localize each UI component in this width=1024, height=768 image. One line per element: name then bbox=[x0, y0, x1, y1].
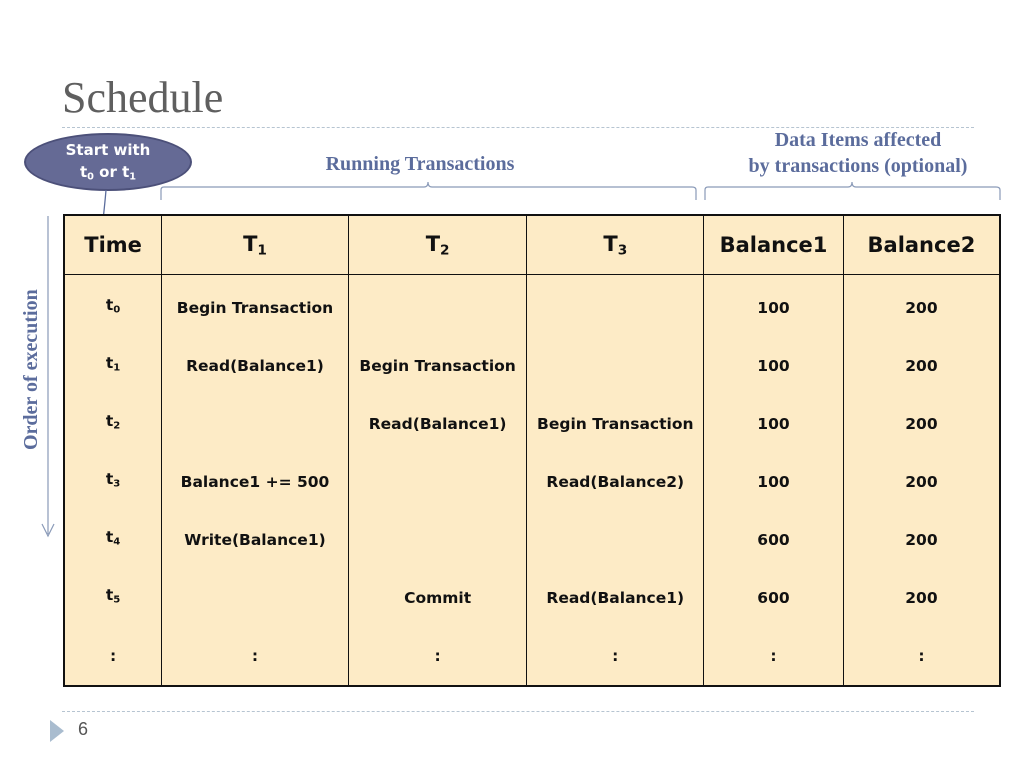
order-of-execution-label: Order of execution bbox=[20, 289, 42, 450]
callout-or: or t bbox=[93, 163, 130, 181]
time-cell bbox=[64, 569, 162, 627]
table-row bbox=[64, 275, 1000, 338]
footer-triangle-icon bbox=[50, 720, 64, 742]
table-row bbox=[64, 453, 1000, 511]
time-subscript: 0 bbox=[113, 304, 121, 316]
cell-b2: 200 bbox=[843, 453, 1000, 511]
time-text: t bbox=[105, 470, 114, 489]
table-row bbox=[64, 627, 1000, 686]
cell-t1: Balance1 += 500 bbox=[162, 453, 349, 511]
header-text: Balance1 bbox=[719, 233, 828, 257]
time-cell bbox=[64, 275, 162, 338]
cell-t1: : bbox=[162, 627, 349, 686]
time-text: t bbox=[105, 296, 114, 315]
table-row bbox=[64, 395, 1000, 453]
cell-b1: 100 bbox=[704, 275, 844, 338]
cell-t2 bbox=[348, 511, 527, 569]
time-text: t bbox=[105, 354, 114, 373]
time-cell bbox=[64, 627, 162, 686]
data-items-line2: by transactions (optional) bbox=[748, 155, 968, 177]
header-text: Time bbox=[84, 233, 142, 257]
time-text: t bbox=[105, 586, 114, 605]
cell-t3 bbox=[527, 275, 704, 338]
cell-b1: 600 bbox=[704, 511, 844, 569]
time-text: t bbox=[105, 412, 114, 431]
cell-t3 bbox=[527, 511, 704, 569]
data-items-line1: Data Items affected bbox=[774, 129, 942, 151]
header-cell bbox=[704, 215, 844, 275]
cell-t1: Read(Balance1) bbox=[162, 337, 349, 395]
cell-t3: Begin Transaction bbox=[527, 395, 704, 453]
cell-b1: 100 bbox=[704, 395, 844, 453]
header-text: T bbox=[243, 231, 258, 256]
cell-t3 bbox=[527, 337, 704, 395]
cell-t1: Write(Balance1) bbox=[162, 511, 349, 569]
cell-b2: : bbox=[843, 627, 1000, 686]
header-cell bbox=[348, 215, 527, 275]
time-cell bbox=[64, 395, 162, 453]
table-row bbox=[64, 569, 1000, 627]
table-body bbox=[64, 275, 1000, 687]
time-text: t bbox=[105, 528, 114, 547]
header-row bbox=[64, 215, 1000, 275]
time-subscript: 4 bbox=[113, 536, 121, 548]
cell-b1: 100 bbox=[704, 337, 844, 395]
page-number: 6 bbox=[78, 719, 89, 739]
header-text: T bbox=[425, 231, 441, 256]
cell-t2 bbox=[348, 453, 527, 511]
time-cell bbox=[64, 337, 162, 395]
table-row bbox=[64, 337, 1000, 395]
header-subscript: 1 bbox=[257, 242, 267, 259]
footer-divider bbox=[62, 711, 974, 712]
cell-t3: : bbox=[527, 627, 704, 686]
cell-t3: Read(Balance2) bbox=[527, 453, 704, 511]
cell-t2: : bbox=[348, 627, 527, 686]
cell-t2: Commit bbox=[348, 569, 527, 627]
cell-t1 bbox=[162, 569, 349, 627]
time-subscript: 1 bbox=[113, 362, 121, 374]
cell-b2: 200 bbox=[843, 395, 1000, 453]
cell-t2 bbox=[348, 275, 527, 338]
cell-b1: : bbox=[704, 627, 844, 686]
slide-title: Schedule bbox=[62, 73, 224, 122]
header-cell bbox=[64, 215, 162, 275]
time-subscript: 5 bbox=[113, 594, 121, 606]
callout-t: t bbox=[79, 163, 88, 181]
header-subscript: 2 bbox=[440, 242, 450, 259]
header-cell bbox=[162, 215, 349, 275]
schedule-table bbox=[63, 214, 1001, 687]
cell-b2: 200 bbox=[843, 569, 1000, 627]
time-subscript: 3 bbox=[113, 478, 121, 490]
cell-t2: Begin Transaction bbox=[348, 337, 527, 395]
cell-b1: 100 bbox=[704, 453, 844, 511]
header-subscript: 3 bbox=[617, 242, 628, 259]
cell-t2: Read(Balance1) bbox=[348, 395, 527, 453]
header-cell bbox=[527, 215, 704, 275]
cell-b2: 200 bbox=[843, 337, 1000, 395]
header-text: Balance2 bbox=[867, 233, 976, 257]
cell-b2: 200 bbox=[843, 511, 1000, 569]
cell-b1: 600 bbox=[704, 569, 844, 627]
callout-line1: Start with bbox=[65, 141, 151, 159]
time-text: : bbox=[109, 647, 117, 665]
running-transactions-label: Running Transactions bbox=[325, 153, 515, 175]
time-subscript: 2 bbox=[113, 420, 121, 432]
cell-t1 bbox=[162, 395, 349, 453]
callout-sub0: 0 bbox=[87, 171, 94, 183]
cell-t1: Begin Transaction bbox=[162, 275, 349, 338]
data-items-brace bbox=[705, 182, 1000, 200]
running-brace bbox=[161, 182, 696, 200]
time-cell bbox=[64, 453, 162, 511]
callout-sub1: 1 bbox=[129, 171, 137, 183]
time-cell bbox=[64, 511, 162, 569]
header-cell bbox=[843, 215, 1000, 275]
cell-t3: Read(Balance1) bbox=[527, 569, 704, 627]
cell-b2: 200 bbox=[843, 275, 1000, 338]
header-text: T bbox=[603, 231, 618, 256]
table-row bbox=[64, 511, 1000, 569]
